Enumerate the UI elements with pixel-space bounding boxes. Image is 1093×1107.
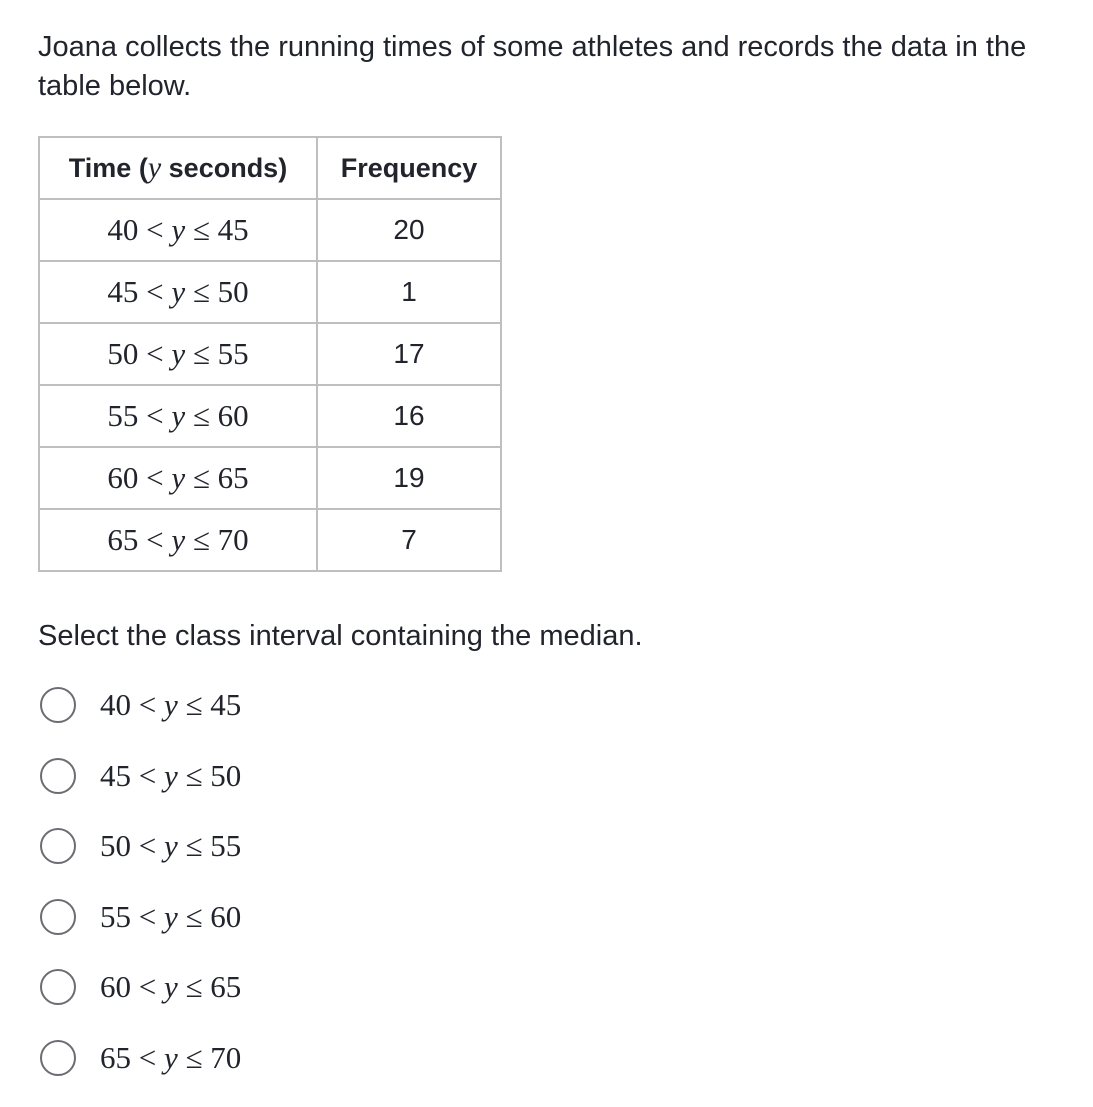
answer-choice[interactable] xyxy=(40,966,241,1037)
interval-low: 45 xyxy=(107,274,138,309)
radio-button-icon[interactable] xyxy=(40,828,76,864)
less-than-symbol: < xyxy=(146,274,163,309)
interval-cell xyxy=(39,509,317,571)
less-than-symbol: < xyxy=(146,398,163,433)
choice-label[interactable] xyxy=(100,896,241,938)
frequency-cell: 16 xyxy=(317,385,501,447)
choice-label[interactable] xyxy=(100,1037,241,1079)
interval-low: 60 xyxy=(107,460,138,495)
less-than-symbol: < xyxy=(146,212,163,247)
interval-variable: y xyxy=(171,398,185,433)
less-equal-symbol: ≤ xyxy=(186,758,203,793)
frequency-cell: 20 xyxy=(317,199,501,261)
less-equal-symbol: ≤ xyxy=(186,899,203,934)
answer-choices xyxy=(40,684,241,1107)
interval-variable: y xyxy=(171,274,185,309)
frequency-cell: 1 xyxy=(317,261,501,323)
radio-button-icon[interactable] xyxy=(40,1040,76,1076)
less-equal-symbol: ≤ xyxy=(193,522,210,557)
less-than-symbol: < xyxy=(139,969,156,1004)
frequency-cell: 19 xyxy=(317,447,501,509)
interval-variable: y xyxy=(164,969,178,1004)
interval-high: 55 xyxy=(210,828,241,863)
less-than-symbol: < xyxy=(139,828,156,863)
interval-low: 65 xyxy=(100,1040,131,1075)
interval-low: 45 xyxy=(100,758,131,793)
interval-cell xyxy=(39,261,317,323)
table-row xyxy=(39,323,501,385)
interval-variable: y xyxy=(171,212,185,247)
interval-cell xyxy=(39,199,317,261)
interval-high: 50 xyxy=(210,758,241,793)
answer-choice[interactable] xyxy=(40,1037,241,1107)
interval-high: 70 xyxy=(218,522,249,557)
table-row xyxy=(39,261,501,323)
interval-variable: y xyxy=(164,899,178,934)
interval-cell xyxy=(39,447,317,509)
less-than-symbol: < xyxy=(146,460,163,495)
less-equal-symbol: ≤ xyxy=(193,336,210,371)
question-intro: Joana collects the running times of some athletes and records the data in the table below. xyxy=(38,28,1078,106)
frequency-cell: 17 xyxy=(317,323,501,385)
header-time-suffix: seconds) xyxy=(161,153,287,183)
choice-label[interactable] xyxy=(100,684,241,726)
interval-low: 50 xyxy=(100,828,131,863)
interval-high: 60 xyxy=(218,398,249,433)
interval-low: 40 xyxy=(107,212,138,247)
table-header-row xyxy=(39,137,501,199)
frequency-table xyxy=(38,136,502,572)
interval-low: 60 xyxy=(100,969,131,1004)
interval-cell xyxy=(39,323,317,385)
interval-high: 45 xyxy=(210,687,241,722)
interval-low: 50 xyxy=(107,336,138,371)
interval-variable: y xyxy=(164,758,178,793)
less-equal-symbol: ≤ xyxy=(186,828,203,863)
choice-label[interactable] xyxy=(100,755,241,797)
interval-high: 65 xyxy=(218,460,249,495)
less-than-symbol: < xyxy=(146,336,163,371)
less-equal-symbol: ≤ xyxy=(193,212,210,247)
interval-cell xyxy=(39,385,317,447)
radio-button-icon[interactable] xyxy=(40,758,76,794)
interval-high: 50 xyxy=(218,274,249,309)
interval-low: 55 xyxy=(107,398,138,433)
choice-label[interactable] xyxy=(100,966,241,1008)
less-than-symbol: < xyxy=(139,1040,156,1075)
less-equal-symbol: ≤ xyxy=(186,969,203,1004)
table-row xyxy=(39,199,501,261)
less-than-symbol: < xyxy=(146,522,163,557)
question-prompt: Select the class interval containing the median. xyxy=(38,617,643,656)
table-row xyxy=(39,385,501,447)
table-row xyxy=(39,447,501,509)
less-equal-symbol: ≤ xyxy=(193,274,210,309)
less-equal-symbol: ≤ xyxy=(186,687,203,722)
less-than-symbol: < xyxy=(139,687,156,722)
less-than-symbol: < xyxy=(139,899,156,934)
interval-high: 55 xyxy=(218,336,249,371)
answer-choice[interactable] xyxy=(40,825,241,896)
radio-button-icon[interactable] xyxy=(40,687,76,723)
header-time-var: y xyxy=(148,151,161,184)
header-time xyxy=(39,137,317,199)
interval-variable: y xyxy=(164,687,178,722)
answer-choice[interactable] xyxy=(40,684,241,755)
interval-high: 60 xyxy=(210,899,241,934)
interval-low: 55 xyxy=(100,899,131,934)
interval-variable: y xyxy=(171,522,185,557)
answer-choice[interactable] xyxy=(40,896,241,967)
radio-button-icon[interactable] xyxy=(40,969,76,1005)
interval-low: 65 xyxy=(107,522,138,557)
header-frequency: Frequency xyxy=(317,137,501,199)
interval-variable: y xyxy=(171,460,185,495)
less-equal-symbol: ≤ xyxy=(193,460,210,495)
interval-high: 70 xyxy=(210,1040,241,1075)
interval-low: 40 xyxy=(100,687,131,722)
interval-variable: y xyxy=(164,1040,178,1075)
interval-variable: y xyxy=(171,336,185,371)
interval-high: 45 xyxy=(218,212,249,247)
header-time-prefix: Time ( xyxy=(69,153,148,183)
answer-choice[interactable] xyxy=(40,755,241,826)
less-than-symbol: < xyxy=(139,758,156,793)
radio-button-icon[interactable] xyxy=(40,899,76,935)
interval-variable: y xyxy=(164,828,178,863)
choice-label[interactable] xyxy=(100,825,241,867)
table-row xyxy=(39,509,501,571)
less-equal-symbol: ≤ xyxy=(193,398,210,433)
less-equal-symbol: ≤ xyxy=(186,1040,203,1075)
interval-high: 65 xyxy=(210,969,241,1004)
frequency-cell: 7 xyxy=(317,509,501,571)
